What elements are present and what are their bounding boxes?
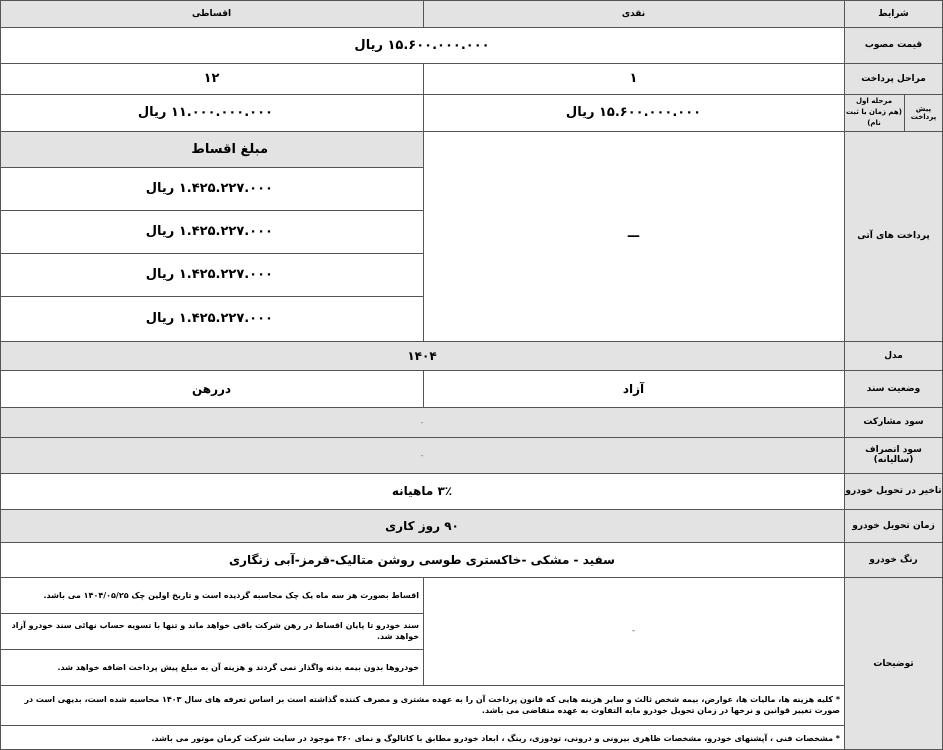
prepayment-label: پیش پرداخت	[910, 104, 937, 121]
gridline	[0, 27, 943, 28]
payment-stages-cash: ۱	[629, 71, 638, 86]
gridline	[0, 167, 423, 168]
prepayment-cash: ۱۵.۶۰۰.۰۰۰.۰۰۰ ریال	[565, 105, 702, 120]
delivery-delay-value: ۳٪ ماهیانه	[391, 484, 453, 498]
installment-amount-3: ۱.۴۲۵.۲۲۷.۰۰۰ ریال	[145, 267, 273, 282]
gridline	[0, 437, 943, 438]
gridline	[0, 649, 423, 650]
installment-note-1: اقساط بصورت هر سه ماه یک چک محاسبه گردیده است و تاریخ اولین چک ۱۴۰۴/۰۵/۲۵ می باشد.	[43, 590, 419, 600]
delivery-time-label: زمان تحویل خودرو	[852, 520, 935, 531]
installment-amount-2: ۱.۴۲۵.۲۲۷.۰۰۰ ریال	[145, 224, 273, 239]
cancellation-profit-label: سود انصراف (سالیانه)	[865, 445, 922, 465]
installment-amount-4: ۱.۴۲۵.۲۲۷.۰۰۰ ریال	[145, 311, 273, 326]
gridline	[0, 613, 423, 614]
gridline	[904, 94, 905, 131]
gridline	[0, 407, 943, 408]
approved-price-value: ۱۵.۶۰۰.۰۰۰.۰۰۰ ریال	[354, 37, 490, 53]
approved-price-label: قیمت مصوب	[864, 40, 923, 50]
cancellation-profit-value: -	[420, 450, 424, 460]
installment-amount-1: ۱.۴۲۵.۲۲۷.۰۰۰ ریال	[145, 181, 273, 196]
gridline	[0, 0, 1, 750]
delivery-delay-label: تاخیر در تحویل خودرو	[845, 486, 942, 496]
gridline	[0, 685, 844, 686]
prepayment-stage-label	[844, 94, 904, 131]
gridline	[0, 473, 943, 474]
gridline	[423, 63, 424, 341]
gridline	[0, 253, 423, 254]
header-conditions: شرایط	[878, 8, 909, 19]
general-note-2: * مشخصات فنی ، آپشنهای خودرو، مشخصات ظاهری بیرونی و درونی، تودوزی، رینگ ، ابعاد خودرو مطابق با کاتالوگ و نمای ۳۶۰ موجود در سایت شرکت کرمان موتور می باشد.	[151, 733, 840, 743]
delivery-time-value: ۹۰ روز کاری	[385, 518, 459, 533]
gridline	[423, 370, 424, 407]
future-payments-label: پرداخت های آتی	[857, 231, 930, 241]
installment-note-2: سند خودرو تا پایان اقساط در رهن شرکت باقی خواهد ماند و تنها با تسویه حساب نهائی سند خودرو آزاد خواهد شد.	[11, 621, 419, 641]
header-cash: نقدی	[621, 8, 646, 19]
installments-header: مبلغ اقساط	[191, 141, 268, 157]
general-note-1: * کلیه هزینه ها، مالیات ها، عوارض، بیمه شخص ثالث و سایر هزینه هایی که قانون پرداخت آن را به عهده مشتری و مصرف کننده گذاشته است بر اساس تعرفه های سال ۱۴۰۳ محاسبه شده است، بدیهی است در صورت تغییر قوانین و نرخها در زمان تحویل خودرو مابه التفاوت به عهده متقاضی می باشد.	[24, 695, 840, 715]
car-color-label: رنگ خودرو	[869, 554, 918, 565]
gridline	[0, 542, 943, 543]
gridline	[0, 94, 943, 95]
gridline	[0, 131, 943, 132]
gridline	[423, 0, 424, 28]
gridline	[0, 63, 943, 64]
gridline	[0, 0, 943, 1]
notes-label: توضیحات	[873, 658, 914, 669]
model-label: مدل	[884, 350, 903, 361]
gridline	[0, 725, 844, 726]
installment-note-3: خودروها بدون بیمه بدنه واگذار نمی گردند و هزینه آن به مبلغ پیش پرداخت اضافه خواهد شد.	[57, 662, 419, 672]
prepayment-installment: ۱۱.۰۰۰.۰۰۰.۰۰۰ ریال	[137, 105, 273, 120]
gridline	[0, 296, 423, 297]
model-value: ۱۴۰۴	[407, 348, 437, 363]
gridline	[0, 577, 943, 578]
header-installment: اقساطی	[191, 8, 232, 19]
payment-stages-label: مراحل پرداخت	[861, 73, 926, 84]
prepayment-stage-subtitle: (هم زمان با ثبت نام)	[846, 108, 902, 127]
document-status-cash: آزاد	[622, 381, 645, 396]
gridline	[0, 210, 423, 211]
future-payments-cash: —	[627, 228, 640, 244]
prepayment-stage-title: مرحله اول	[855, 97, 893, 105]
participation-profit-label: سود مشارکت	[863, 417, 924, 427]
gridline	[423, 577, 424, 685]
participation-profit-value: -	[420, 417, 424, 427]
payment-stages-installment: ۱۲	[203, 71, 220, 86]
gridline	[0, 509, 943, 510]
notes-cash: -	[631, 626, 636, 636]
document-status-installment: دررهن	[191, 381, 232, 396]
document-status-label: وضعیت سند	[866, 383, 921, 394]
gridline	[844, 0, 845, 750]
gridline	[0, 370, 943, 371]
gridline	[0, 341, 943, 342]
car-color-value: سفید - مشکی -خاکستری طوسی روشن متالیک-قرمز-آبی زنگاری	[229, 552, 615, 567]
